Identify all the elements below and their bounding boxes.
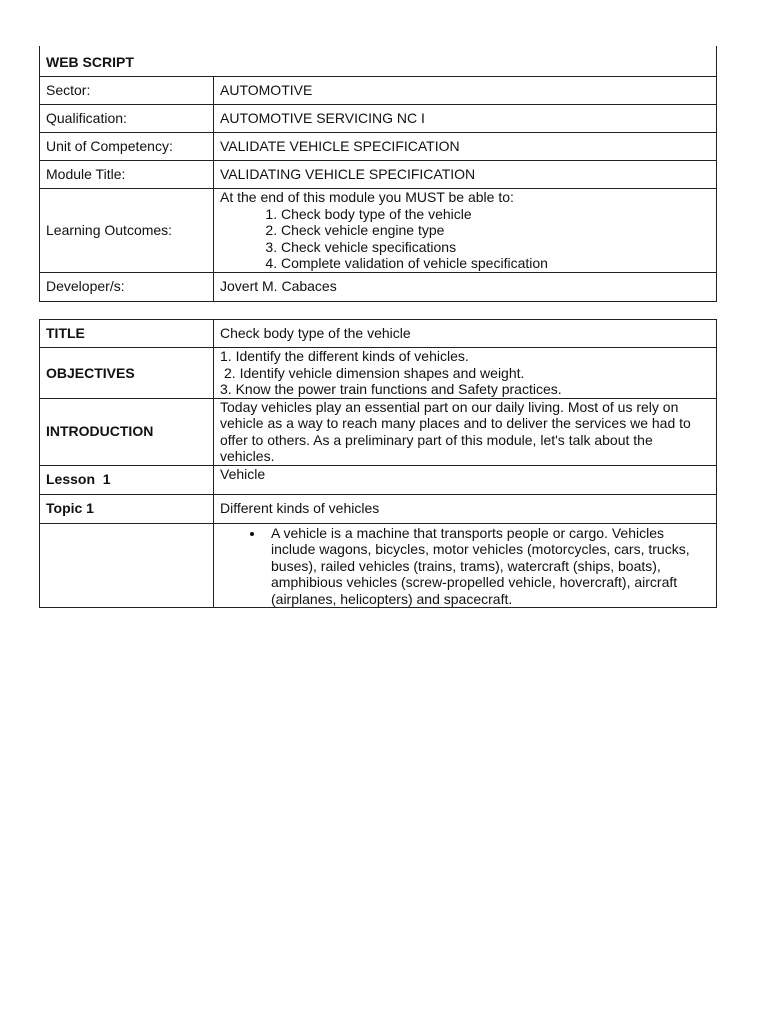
developer-row [40,272,717,301]
module-title-value: VALIDATING VEHICLE SPECIFICATION [214,161,717,189]
content-value [214,523,717,608]
sector-value: AUTOMOTIVE [214,77,717,105]
qualification-row [40,105,717,133]
objectives-value [214,348,717,399]
introduction-label: INTRODUCTION [40,398,214,465]
module-title-row [40,161,717,189]
content-bullet-list [220,525,710,608]
topic-label: Topic 1 [40,494,214,523]
sector-label: Sector: [40,77,214,105]
learning-outcomes-list [220,206,710,272]
learning-outcome-item: 3. Check vehicle specifications [281,239,710,256]
title-row [40,320,717,348]
learning-outcome-item: 1. Check body type of the vehicle [281,206,710,223]
title-label: TITLE [40,320,214,348]
sector-row [40,77,717,105]
introduction-row [40,398,717,465]
qualification-value: AUTOMOTIVE SERVICING NC I [214,105,717,133]
learning-outcomes-value [214,189,717,273]
objective-item: 1. Identify the different kinds of vehicles. [220,348,469,364]
qualification-label: Qualification: [40,105,214,133]
introduction-value: Today vehicles play an essential part on our daily living. Most of us rely on vehicle as a way to reach many places and to deliver the services we had to offer to others. As a preliminary part of this module, let's talk about the vehicles. [214,398,717,465]
content-row [40,523,717,608]
learning-outcomes-intro: At the end of this module you MUST be able to: [220,189,514,205]
objective-item: 3. Know the power train functions and Safety practices. [220,381,562,397]
learning-outcome-item: 2. Check vehicle engine type [281,222,710,239]
topic-row [40,494,717,523]
developer-label: Developer/s: [40,272,214,301]
web-script-header: WEB SCRIPT [40,46,717,77]
topic-value: Different kinds of vehicles [214,494,717,523]
unit-of-competency-row [40,133,717,161]
lesson-plan-table [39,319,717,608]
module-title-label: Module Title: [40,161,214,189]
lesson-label: Lesson 1 [40,465,214,494]
lesson-value: Vehicle [214,465,717,494]
web-script-header-row [40,46,717,77]
unit-of-competency-label: Unit of Competency: [40,133,214,161]
learning-outcome-item: 4. Complete validation of vehicle specification [281,255,710,272]
content-bullet-item: • A vehicle is a machine that transports people or cargo. Vehicles include wagons, bicycles, motor vehicles (motorcycles, cars, trucks, buses), railed vehicles (trains, trams), watercraft (ships, boats), amphibious vehicles (screw-propelled vehicle, hovercraft), aircraft (airplanes, helicopters) and spacecraft. [265,525,710,608]
module-info-table [39,46,717,302]
objectives-row [40,348,717,399]
lesson-row [40,465,717,494]
developer-value: Jovert M. Cabaces [214,272,717,301]
objective-item: 2. Identify vehicle dimension shapes and weight. [224,364,525,381]
unit-of-competency-value: VALIDATE VEHICLE SPECIFICATION [214,133,717,161]
learning-outcomes-row [40,189,717,273]
title-value: Check body type of the vehicle [214,320,717,348]
content-label-empty [40,523,214,608]
learning-outcomes-label: Learning Outcomes: [40,189,214,273]
objectives-label: OBJECTIVES [40,348,214,399]
